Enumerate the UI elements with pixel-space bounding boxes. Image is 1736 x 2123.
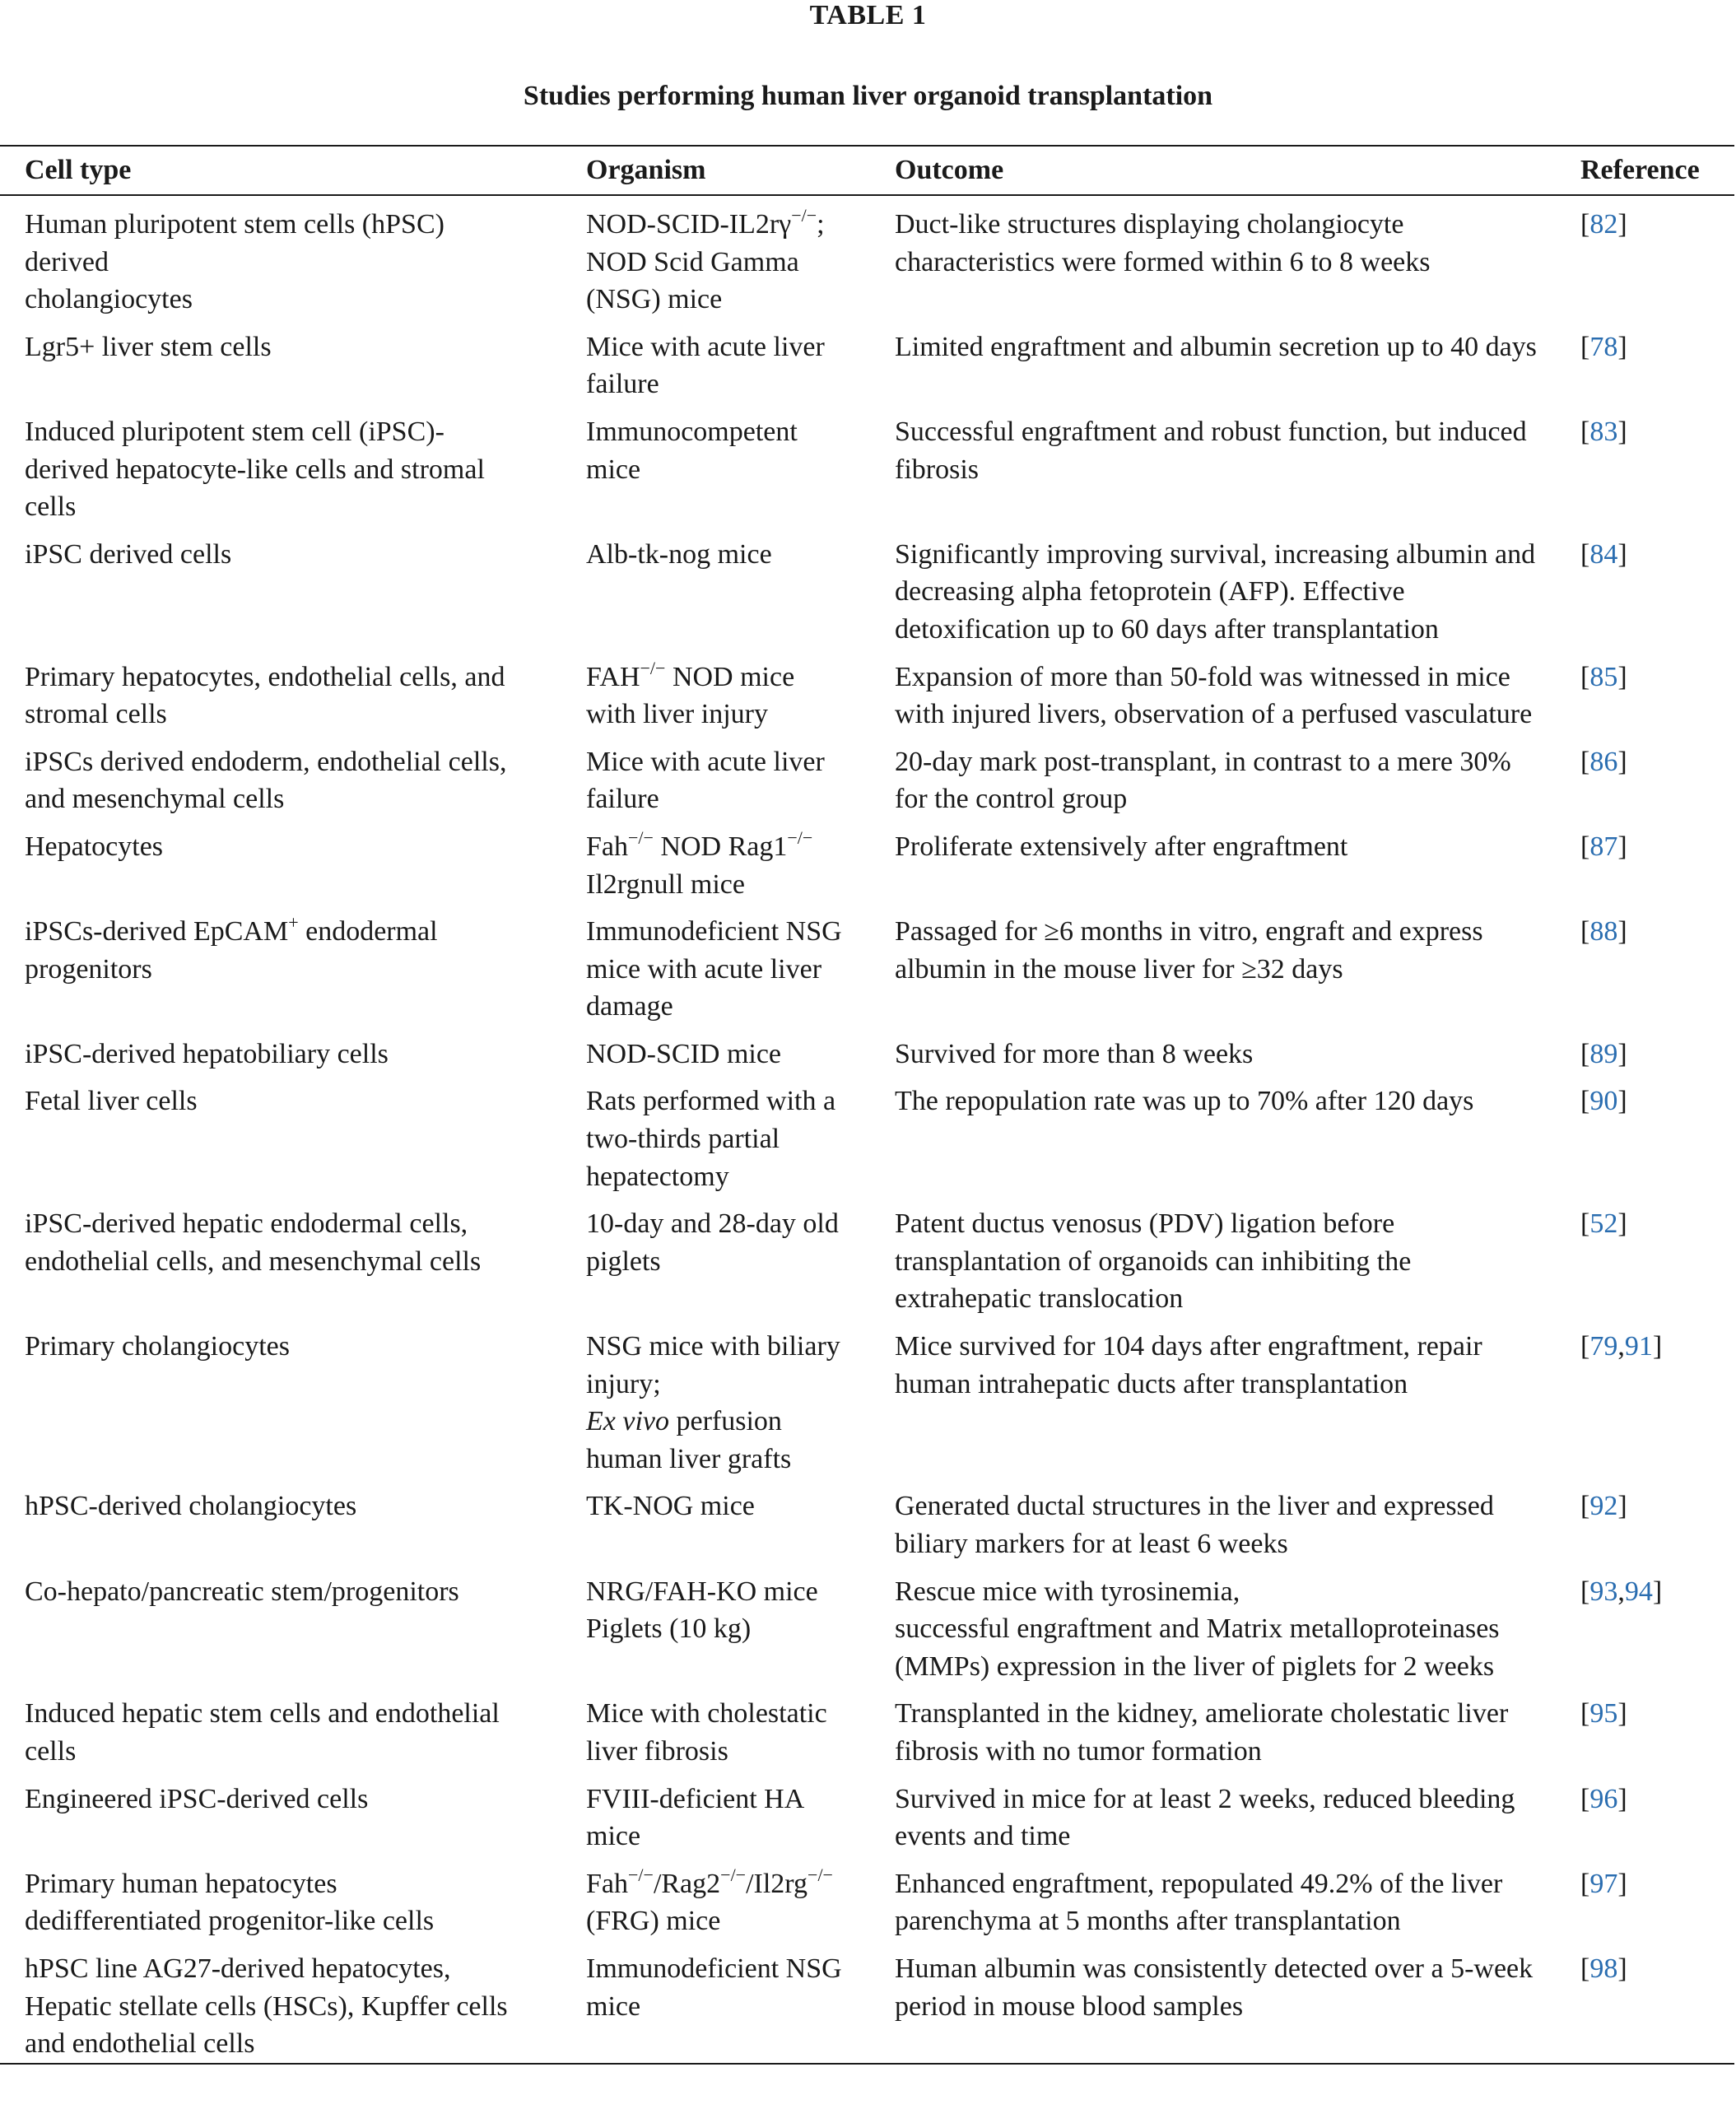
cell-line: injury; bbox=[586, 1368, 661, 1399]
reference bbox=[1562, 1771, 1734, 1855]
cell-type bbox=[0, 1940, 560, 2064]
cell-line: liver fibrosis bbox=[586, 1735, 728, 1767]
ref-separator: , bbox=[1617, 1576, 1625, 1607]
organism bbox=[560, 818, 868, 903]
cell-type bbox=[0, 1195, 560, 1318]
cell-type-line: progenitors bbox=[25, 953, 152, 985]
table-row bbox=[0, 1026, 1734, 1073]
reference bbox=[1562, 526, 1734, 649]
cell-type bbox=[0, 526, 560, 649]
cell-type-line: Lgr5+ liver stem cells bbox=[25, 331, 272, 362]
cell-line: FVIII-deficient HA bbox=[586, 1783, 805, 1814]
outcome: Patent ductus venosus (PDV) ligation before transplantation of organoids can inhibiting the extrahepatic translocation bbox=[895, 1208, 1412, 1315]
cell-line: Fah−/− NOD Rag1−/− bbox=[586, 826, 813, 862]
ref-separator: , bbox=[1617, 1331, 1625, 1362]
organism bbox=[560, 403, 868, 526]
cell-type bbox=[0, 649, 560, 733]
reference bbox=[1562, 1073, 1734, 1195]
cell-line: failure bbox=[586, 369, 659, 400]
outcome: Generated ductal structures in the liver and expressed biliary markers for at least 6 weeks bbox=[895, 1491, 1494, 1559]
cell-type-line: Induced pluripotent stem cell (iPSC)- bbox=[25, 416, 444, 447]
reference bbox=[1562, 319, 1734, 403]
cell-type-line: cholangiocytes bbox=[25, 284, 193, 315]
cell-line: Mice with acute liver bbox=[586, 331, 825, 362]
cell-type bbox=[0, 1771, 560, 1855]
cell-type bbox=[0, 1563, 560, 1686]
cell-line: Fah−/−/Rag2−/−/Il2rg−/− bbox=[586, 1864, 833, 1899]
ref-bracket: ] bbox=[1617, 416, 1627, 447]
organism bbox=[560, 1318, 868, 1478]
ref-bracket: [ bbox=[1580, 1698, 1590, 1730]
cell-type-line: Co-hepato/pancreatic stem/progenitors bbox=[25, 1576, 459, 1607]
cell-type-line: Human pluripotent stem cells (hPSC) bbox=[25, 209, 444, 240]
outcome: Proliferate extensively after engraftment bbox=[895, 831, 1348, 862]
table-row bbox=[0, 1771, 1734, 1855]
superscript: −/− bbox=[628, 826, 654, 848]
cell-line: NOD-SCID-IL2rγ−/−; bbox=[586, 205, 825, 240]
ref-bracket: [ bbox=[1580, 331, 1590, 362]
cell-line: NOD-SCID mice bbox=[586, 1038, 782, 1069]
ref-bracket: [ bbox=[1580, 1783, 1590, 1814]
outcome: 20-day mark post-transplant, in contrast to a mere 30% for the control group bbox=[895, 746, 1511, 815]
outcome: Successful engraftment and robust function, but induced fibrosis bbox=[895, 416, 1527, 485]
reference-link[interactable]: 89 bbox=[1589, 1038, 1618, 1069]
cell-line: TK-NOG mice bbox=[586, 1491, 755, 1522]
reference bbox=[1562, 1940, 1734, 2064]
organism bbox=[560, 195, 868, 319]
cell-line: (NSG) mice bbox=[586, 284, 723, 315]
organism bbox=[560, 903, 868, 1026]
cell-type-line: Hepatic stellate cells (HSCs), Kupffer cells bbox=[25, 1990, 508, 2022]
outcome-line: Rescue mice with tyrosinemia, bbox=[895, 1576, 1240, 1607]
studies-table bbox=[0, 145, 1734, 2065]
cell-type-line: iPSC-derived hepatic endodermal cells, bbox=[25, 1208, 468, 1240]
reference-link[interactable]: 94 bbox=[1624, 1576, 1653, 1607]
cell-line: hepatectomy bbox=[586, 1161, 729, 1192]
outcome: Human albumin was consistently detected over a 5-week period in mouse blood samples bbox=[895, 1953, 1534, 2022]
cell-line: FAH−/− NOD mice bbox=[586, 657, 795, 692]
table-row bbox=[0, 1478, 1734, 1562]
ref-bracket: ] bbox=[1617, 331, 1627, 362]
ref-bracket: [ bbox=[1580, 916, 1590, 947]
table-title: Studies performing human liver organoid transplantation bbox=[523, 81, 1213, 111]
cell-type bbox=[0, 818, 560, 903]
outcome: Duct-like structures displaying cholangiocyte characteristics were formed within 6 to 8 weeks bbox=[895, 209, 1431, 277]
header-organism: Organism bbox=[586, 155, 706, 186]
table-row bbox=[0, 319, 1734, 403]
reference bbox=[1562, 1563, 1734, 1686]
ref-bracket: ] bbox=[1617, 209, 1627, 240]
ref-bracket: ] bbox=[1617, 831, 1627, 862]
cell-type-line: Primary hepatocytes, endothelial cells, and bbox=[25, 661, 505, 692]
outcome: Enhanced engraftment, repopulated 49.2% of the liver parenchyma at 5 months after transplantation bbox=[895, 1868, 1503, 1937]
superscript: −/− bbox=[807, 1864, 833, 1885]
table-row bbox=[0, 1855, 1734, 1940]
cell-type-line: iPSC-derived hepatobiliary cells bbox=[25, 1038, 389, 1069]
outcome: Survived for more than 8 weeks bbox=[895, 1038, 1254, 1069]
outcome: Survived in mice for at least 2 weeks, reduced bleeding events and time bbox=[895, 1783, 1515, 1852]
reference-link[interactable]: 95 bbox=[1589, 1698, 1618, 1730]
reference-link[interactable]: 78 bbox=[1589, 331, 1618, 362]
reference-link[interactable]: 52 bbox=[1589, 1208, 1618, 1240]
reference-link[interactable]: 79 bbox=[1589, 1331, 1618, 1362]
reference-link[interactable]: 98 bbox=[1589, 1953, 1618, 1984]
organism bbox=[560, 1771, 868, 1855]
table-body bbox=[0, 195, 1734, 2064]
table-header bbox=[0, 146, 1734, 195]
cell-type-line: iPSC derived cells bbox=[25, 538, 232, 570]
outcome: Transplanted in the kidney, ameliorate cholestatic liver fibrosis with no tumor formation bbox=[895, 1698, 1509, 1767]
reference bbox=[1562, 818, 1734, 903]
cell-line: (FRG) mice bbox=[586, 1906, 721, 1937]
cell-type-line: cells bbox=[25, 491, 77, 523]
cell-type-line: Primary cholangiocytes bbox=[25, 1331, 290, 1362]
header-row bbox=[0, 146, 1734, 195]
table-row bbox=[0, 649, 1734, 733]
italic-text: Ex vivo bbox=[586, 1406, 669, 1437]
cell-line: mice bbox=[586, 454, 641, 485]
reference-link[interactable]: 85 bbox=[1589, 661, 1618, 692]
cell-type-line: hPSC-derived cholangiocytes bbox=[25, 1491, 357, 1522]
cell-line: Immunodeficient NSG bbox=[586, 1953, 842, 1984]
table-row bbox=[0, 1685, 1734, 1770]
organism bbox=[560, 1563, 868, 1686]
outcome bbox=[868, 1563, 1562, 1686]
cell-line: Immunodeficient NSG bbox=[586, 916, 842, 947]
table-row bbox=[0, 1563, 1734, 1686]
ref-bracket: [ bbox=[1580, 538, 1590, 570]
table-row bbox=[0, 818, 1734, 903]
ref-bracket: ] bbox=[1617, 916, 1627, 947]
cell-line: Mice with cholestatic bbox=[586, 1698, 827, 1730]
reference-link[interactable]: 97 bbox=[1589, 1868, 1618, 1899]
cell-type bbox=[0, 195, 560, 319]
ref-bracket: [ bbox=[1580, 831, 1590, 862]
ref-bracket: [ bbox=[1580, 1038, 1590, 1069]
organism bbox=[560, 1026, 868, 1073]
cell-line: NOD Scid Gamma bbox=[586, 246, 799, 277]
cell-type-line: cells bbox=[25, 1735, 77, 1767]
cell-line: 10-day and 28-day old bbox=[586, 1208, 839, 1240]
cell-type bbox=[0, 733, 560, 818]
reference-link[interactable]: 88 bbox=[1589, 916, 1618, 947]
outcome: Expansion of more than 50-fold was witnessed in mice with injured livers, observation of a perfused vasculature bbox=[895, 661, 1533, 730]
ref-bracket: [ bbox=[1580, 1953, 1590, 1984]
reference-link[interactable]: 86 bbox=[1589, 746, 1618, 777]
cell-line: Immunocompetent bbox=[586, 416, 798, 447]
cell-type-line: Primary human hepatocytes bbox=[25, 1868, 337, 1899]
reference bbox=[1562, 733, 1734, 818]
reference-link[interactable]: 93 bbox=[1589, 1576, 1618, 1607]
reference bbox=[1562, 1685, 1734, 1770]
outcome: Limited engraftment and albumin secretion up to 40 days bbox=[895, 331, 1537, 362]
outcome: The repopulation rate was up to 70% after 120 days bbox=[895, 1086, 1474, 1117]
cell-line: human liver grafts bbox=[586, 1443, 792, 1474]
cell-line: failure bbox=[586, 784, 659, 815]
cell-type-line: and mesenchymal cells bbox=[25, 784, 285, 815]
cell-line: Rats performed with a bbox=[586, 1086, 836, 1117]
cell-type-line: Induced hepatic stem cells and endothelial bbox=[25, 1698, 500, 1730]
ref-bracket: ] bbox=[1617, 1953, 1627, 1984]
superscript: + bbox=[288, 912, 299, 933]
reference-link[interactable]: 91 bbox=[1624, 1331, 1653, 1362]
ref-bracket: [ bbox=[1580, 1491, 1590, 1522]
reference-link[interactable]: 92 bbox=[1589, 1491, 1618, 1522]
reference bbox=[1562, 1318, 1734, 1478]
table-row bbox=[0, 733, 1734, 818]
cell-type bbox=[0, 1685, 560, 1770]
cell-type-line: hPSC line AG27-derived hepatocytes, bbox=[25, 1953, 451, 1984]
table-row bbox=[0, 1940, 1734, 2064]
cell-type bbox=[0, 1026, 560, 1073]
reference bbox=[1562, 1026, 1734, 1073]
cell-line: Ex vivo perfusion bbox=[586, 1406, 782, 1437]
cell-type bbox=[0, 1855, 560, 1940]
reference-link[interactable]: 83 bbox=[1589, 416, 1618, 447]
ref-bracket: ] bbox=[1617, 1868, 1627, 1899]
reference bbox=[1562, 403, 1734, 526]
cell-line: NSG mice with biliary bbox=[586, 1331, 840, 1362]
table-row bbox=[0, 1073, 1734, 1195]
ref-bracket: ] bbox=[1617, 661, 1627, 692]
organism bbox=[560, 1478, 868, 1562]
table-label: TABLE 1 bbox=[809, 0, 927, 30]
reference bbox=[1562, 195, 1734, 319]
cell-line: two-thirds partial bbox=[586, 1124, 780, 1155]
cell-type bbox=[0, 903, 560, 1026]
cell-line: iPSCs-derived EpCAM+ endodermal bbox=[25, 912, 438, 947]
cell-type bbox=[0, 1478, 560, 1562]
table-row bbox=[0, 403, 1734, 526]
table-row bbox=[0, 1318, 1734, 1478]
cell-line: NRG/FAH-KO mice bbox=[586, 1576, 818, 1607]
organism bbox=[560, 649, 868, 733]
organism bbox=[560, 526, 868, 649]
cell-type bbox=[0, 1318, 560, 1478]
cell-type-line: Fetal liver cells bbox=[25, 1086, 198, 1117]
reference-link[interactable]: 84 bbox=[1589, 538, 1618, 570]
cell-line: Piglets (10 kg) bbox=[586, 1613, 752, 1645]
superscript: −/− bbox=[640, 657, 666, 678]
ref-bracket: ] bbox=[1617, 1208, 1627, 1240]
ref-bracket: ] bbox=[1652, 1576, 1663, 1607]
cell-line: piglets bbox=[586, 1245, 661, 1277]
organism bbox=[560, 1685, 868, 1770]
superscript: −/− bbox=[628, 1864, 654, 1885]
reference bbox=[1562, 649, 1734, 733]
ref-bracket: ] bbox=[1617, 1783, 1627, 1814]
ref-bracket: ] bbox=[1617, 746, 1627, 777]
cell-type-line: iPSCs derived endoderm, endothelial cells, bbox=[25, 746, 507, 777]
ref-bracket: ] bbox=[1617, 1038, 1627, 1069]
cell-type-line: Engineered iPSC-derived cells bbox=[25, 1783, 369, 1814]
table-row bbox=[0, 903, 1734, 1026]
cell-type bbox=[0, 319, 560, 403]
table-row bbox=[0, 526, 1734, 649]
superscript: −/− bbox=[787, 826, 813, 848]
organism bbox=[560, 1073, 868, 1195]
ref-bracket: [ bbox=[1580, 1868, 1590, 1899]
header-outcome: Outcome bbox=[895, 155, 1004, 186]
ref-bracket: ] bbox=[1617, 1086, 1627, 1117]
superscript: −/− bbox=[791, 205, 817, 226]
ref-bracket: [ bbox=[1580, 1208, 1590, 1240]
outcome: Significantly improving survival, increasing albumin and decreasing alpha fetoprotein (AFP). Effective detoxification up to 60 days after transplantation bbox=[895, 538, 1536, 645]
ref-bracket: [ bbox=[1580, 1086, 1590, 1117]
ref-bracket: ] bbox=[1617, 538, 1627, 570]
header-reference: Reference bbox=[1580, 155, 1700, 186]
reference bbox=[1562, 1478, 1734, 1562]
ref-bracket: [ bbox=[1580, 209, 1590, 240]
cell-line: mice bbox=[586, 1821, 641, 1852]
cell-line: damage bbox=[586, 991, 673, 1022]
ref-bracket: [ bbox=[1580, 416, 1590, 447]
table-row bbox=[0, 195, 1734, 319]
ref-bracket: [ bbox=[1580, 746, 1590, 777]
cell-line: mice bbox=[586, 1990, 641, 2022]
cell-line: mice with acute liver bbox=[586, 953, 822, 985]
reference-link[interactable]: 87 bbox=[1589, 831, 1618, 862]
cell-type-line: derived bbox=[25, 246, 109, 277]
cell-line: Mice with acute liver bbox=[586, 746, 825, 777]
outcome: Passaged for ≥6 months in vitro, engraft and express albumin in the mouse liver for ≥32 days bbox=[895, 916, 1483, 985]
reference bbox=[1562, 903, 1734, 1026]
cell-type-line: and endothelial cells bbox=[25, 2028, 255, 2060]
organism bbox=[560, 1940, 868, 2064]
reference-link[interactable]: 96 bbox=[1589, 1783, 1618, 1814]
ref-bracket: [ bbox=[1580, 1331, 1590, 1362]
header-cell-type: Cell type bbox=[25, 155, 132, 186]
ref-bracket: ] bbox=[1617, 1491, 1627, 1522]
table-row bbox=[0, 1195, 1734, 1318]
superscript: −/− bbox=[720, 1864, 747, 1885]
ref-bracket: [ bbox=[1580, 661, 1590, 692]
organism bbox=[560, 319, 868, 403]
cell-type-line: Hepatocytes bbox=[25, 831, 164, 862]
cell-line: Alb-tk-nog mice bbox=[586, 538, 772, 570]
cell-type bbox=[0, 403, 560, 526]
organism bbox=[560, 1855, 868, 1940]
cell-type-line: dedifferentiated progenitor-like cells bbox=[25, 1906, 435, 1937]
ref-bracket: ] bbox=[1652, 1331, 1663, 1362]
outcome-line: successful engraftment and Matrix metalloproteinases (MMPs) expression in the liver of piglets for 2 weeks bbox=[895, 1613, 1500, 1682]
reference-link[interactable]: 90 bbox=[1589, 1086, 1618, 1117]
outcome: Mice survived for 104 days after engraftment, repair human intrahepatic ducts after transplantation bbox=[895, 1331, 1482, 1399]
reference-link[interactable]: 82 bbox=[1589, 209, 1618, 240]
reference bbox=[1562, 1855, 1734, 1940]
cell-type-line: derived hepatocyte-like cells and stromal bbox=[25, 454, 485, 485]
reference bbox=[1562, 1195, 1734, 1318]
cell-type-line: endothelial cells, and mesenchymal cells bbox=[25, 1245, 482, 1277]
cell-type-line: stromal cells bbox=[25, 699, 167, 730]
ref-bracket: ] bbox=[1617, 1698, 1627, 1730]
organism bbox=[560, 733, 868, 818]
organism bbox=[560, 1195, 868, 1318]
ref-bracket: [ bbox=[1580, 1576, 1590, 1607]
cell-line: with liver injury bbox=[586, 699, 768, 730]
cell-line: Il2rgnull mice bbox=[586, 868, 745, 900]
cell-type bbox=[0, 1073, 560, 1195]
